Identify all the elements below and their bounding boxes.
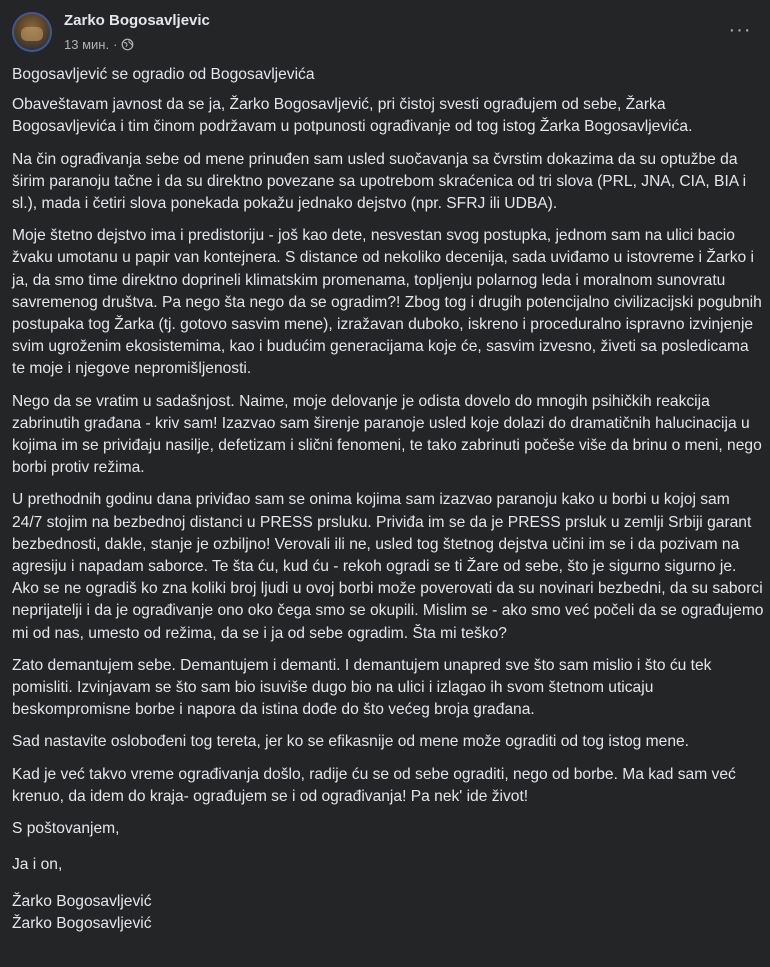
post-meta [64, 37, 134, 52]
post-paragraph: Kad je već takvo vreme ograđivanja došlo, radije ću se od sebe ograditi, nego od borbe. Ma kad sam već krenuo, da idem do kraja- ograđujem se i od ograđivanja! Pa nek' ide život! [12, 765, 736, 805]
signature-name: Žarko Bogosavljević [12, 914, 152, 932]
post-title: Bogosavljević se ogradio od Bogosavljevića [12, 66, 315, 83]
post-timestamp[interactable]: 13 мин. [64, 37, 110, 52]
post-signature [12, 818, 764, 935]
signature-name: Žarko Bogosavljević [12, 892, 152, 910]
post-paragraph: Sad nastavite oslobođeni tog tereta, jer ko se efikasnije od mene može ograditi od tog istog mene. [12, 733, 690, 751]
author-name[interactable]: Zarko Bogosavljevic [64, 12, 210, 29]
post-paragraph: Nego da se vratim u sadašnjost. Naime, moje delovanje je odista dovelo do mnogih psihičkih reakcija zabrinutih građana - kriv sam! Izazvao sam širenje paranoje usled koje dolazi do dramatičnih halucinacija u kojima im se priviđaju nasilje, defetizam i slični fenomeni, te tako zabrinuti počeše više da brinu o meni, nego borbi protiv režima. [12, 392, 762, 477]
post-paragraph: Moje štetno dejstvo ima i predistoriju - još kao dete, nesvestan svog postupka, jednom sam na ulici bacio žvaku umotanu u papir van kontejnera. S distance od nekoliko decenija, sada uviđamo u istovreme i Žarko i ja, da smo time direktno doprineli klimatskim promenama, topljenju polarnog leda i moralnom sunovratu savremenog društva. Pa nego šta nego da se ogradim?! Zbog tog i drugih potencijalno civilizacijski pogubnih postupaka tog Žarka (tj. gotovo sasvim mene), izražavan duboko, iskreno i proceduralno ispravno izvinjenje svim ugroženim ekosistemima, kao i budućim generacijama koje će, sasvim izvesno, živeti sa posledicama te moje i njegove nepromišljenosti. [12, 227, 762, 378]
post-header [12, 8, 758, 58]
post-paragraph: Obaveštavam javnost da se ja, Žarko Bogosavljević, pri čistoj svesti ograđujem od sebe, Žarka Bogosavljevića i tim činom podržavam u potpunosti ograđivanje od tog istog Žarka Bogosavljevića. [12, 96, 693, 136]
post-paragraph: Na čin ograđivanja sebe od mene prinuđen sam usled suočavanja sa čvrstim dokazima da su optužbe da širim paranoju tačne i da su direktno povezane sa upotrebom skraćenica od tri slova (PRL, JNA, CIA, BIA i sl.), mada i četiri slova ponekada pokažu jednako dejstvo (npr. SFRJ ili UDBA). [12, 150, 747, 213]
post-paragraph: U prethodnih godinu dana priviđao sam se onima kojima sam izazvao paranoju kako u borbi u kojoj sam 24/7 stojim na bezbednoj distanci u PRESS prsluku. Priviđa im se da je PRESS prsluk u zemlji Srbiji garant bezbednosti, dakle, stanje je ozbiljno! Verovali ili ne, usled tog štetnog dejstva učini im se i da pozivam na agresiju i napadam saborce. Te šta ću, kud ću - rekoh ogradi se ti Žare od sebe, što je sigurno sigurno je. Ako se ne ogradiš ko zna koliki broj ljudi u ovoj borbi može poverovati da su novinari bezbedni, da su saborci neprijatelji i da je ograđivanje ono oko čega smo se okupili. Mislim se - ako smo već počeli da se ograđujemo mi od nas, umesto od režima, da se i ja od sebe ogradim. Šta mi teško? [12, 491, 764, 642]
closing-line-2: Ja i on, [12, 856, 63, 874]
author-avatar[interactable] [12, 12, 52, 52]
post-body [12, 64, 764, 935]
meta-separator: · [113, 37, 118, 52]
post-paragraph: Zato demantujem sebe. Demantujem i demanti. I demantujem unapred sve što sam mislio i što ću tek pomisliti. Izvinjavam se što sam bio isuviše dugo bio na ulici i izlagao ih svom štetnom uticaju beskompromisne borbe i napora da istina dođe do što većeg broja građana. [12, 656, 712, 719]
globe-icon[interactable] [121, 38, 134, 51]
closing-line: S poštovanjem, [12, 820, 120, 838]
more-options-icon[interactable]: ··· [728, 18, 752, 41]
